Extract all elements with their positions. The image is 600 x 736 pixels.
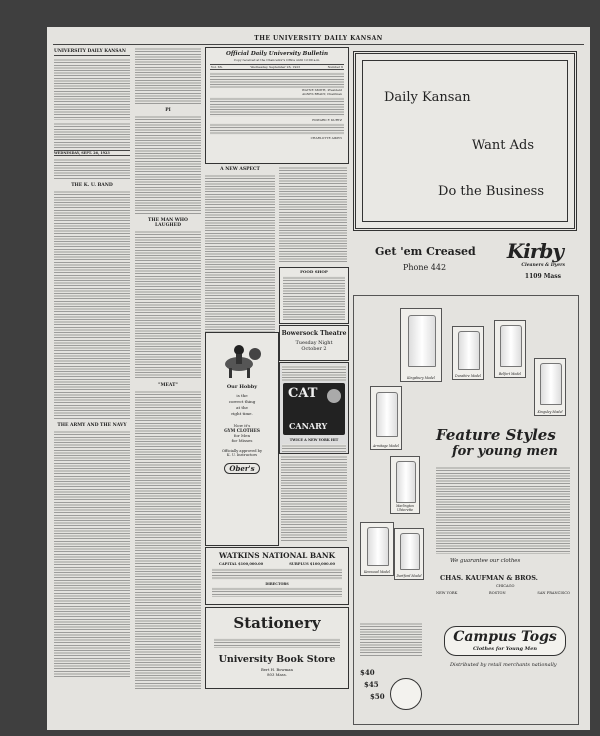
masthead: THE UNIVERSITY DAILY KANSAN <box>254 35 383 42</box>
hobby-ku: K. U. Instructors <box>226 453 258 457</box>
garment-label-kingsbury: Kingsbury Model <box>407 376 435 380</box>
man-laughed-headline: THE MAN WHO LAUGHED <box>148 218 188 228</box>
bulletin-dateline <box>210 64 344 70</box>
kaufman-cities <box>436 591 570 595</box>
column-2-top-text <box>135 47 201 105</box>
army-headline: THE ARMY AND THE NAVY <box>57 423 127 429</box>
garment-label-kenwood: Kenwood Model <box>364 570 390 574</box>
hobby-horse-illustration <box>217 336 267 380</box>
ticket-prices <box>281 455 347 543</box>
bowersock-line1: Tuesday Night <box>295 340 333 346</box>
cat-canary-header-text <box>282 365 346 381</box>
garment-kingsley <box>534 358 566 416</box>
campus-togs-sub: Clothes for Young Men <box>472 646 538 652</box>
watkins-capital-row <box>206 562 348 566</box>
campus-togs-word: Campus Togs <box>453 629 557 645</box>
bulletin-sign-1a: WAYNE SMITH, President <box>301 88 342 92</box>
staff-listing <box>54 58 130 120</box>
garment-kingsbury <box>400 308 442 382</box>
bulletin-sign-1 <box>206 88 342 96</box>
kirby-cleaners-ad <box>353 233 577 291</box>
cat-canary-ad <box>279 362 349 454</box>
hobby-for: for Men <box>233 433 251 438</box>
new-aspect-article <box>205 174 275 344</box>
hobby-line-3: at the <box>236 405 248 410</box>
cat-word: CAT <box>288 386 318 401</box>
stationery-ad <box>205 607 349 689</box>
price-40: $40 <box>360 668 375 677</box>
army-editorial <box>54 430 130 678</box>
watkins-directors <box>212 587 342 597</box>
bowersock-theatre-ad <box>279 325 349 361</box>
issue-date: WEDNESDAY, SEPT. 26, 1923 <box>54 150 130 156</box>
hobby-gym: GYM CLOTHES <box>224 428 260 433</box>
hobby-officially: Officially approved by <box>222 449 262 453</box>
bulletin-sign-3: CHARLOTTE AIKEN <box>310 136 342 140</box>
bulletin-notice-2 <box>210 97 344 117</box>
watkins-surplus: SURPLUS $100,000.00 <box>289 562 335 566</box>
canary-word: CANARY <box>289 421 328 431</box>
bulletin-notice-1 <box>210 72 344 88</box>
kaufman-guarantee: We guarantee our clothes <box>450 558 521 564</box>
kaufman-firm: CHAS. KAUFMAN & BROS. <box>440 574 538 582</box>
man-laughed-article <box>135 230 201 380</box>
cat-face-icon <box>327 389 341 403</box>
city-new-york: NEW YORK <box>436 591 458 595</box>
ticket-prices-text <box>281 455 347 541</box>
garment-dartford <box>394 528 424 580</box>
bulletin-sign-1b: AGNES BRADY, Chairman <box>302 92 342 96</box>
bulletin-vol: Vol. XX. <box>211 65 223 69</box>
cat-canary-artwork <box>283 383 345 435</box>
watkins-capital: CAPITAL $100,000.00 <box>219 562 264 566</box>
stationery-title: Stationery <box>233 614 321 632</box>
campus-togs-seal-icon <box>390 678 422 710</box>
middle-column-article <box>279 166 347 262</box>
kaufman-city: CHICAGO <box>496 584 515 588</box>
garment-label-dartford: Dartford Model <box>396 574 422 578</box>
city-boston: BOSTON <box>489 591 506 595</box>
garment-label-belfort: Belfort Model <box>498 372 522 376</box>
terms-notice <box>54 122 130 148</box>
for-young-men-headline: for young men <box>452 444 558 459</box>
creased-phone: Phone 442 <box>403 263 447 272</box>
column-1 <box>54 47 130 722</box>
food-shop-details <box>283 276 345 320</box>
garment-label-dunshire: Dunshire Model <box>455 374 481 378</box>
bulletin-title: Official Daily University Bulletin <box>225 51 329 57</box>
bulletin-number: Number 6 <box>327 65 343 69</box>
pi-article <box>135 115 201 215</box>
kaufman-feature-styles-ad <box>353 295 579 725</box>
bulletin-date: Wednesday, September 26, 1923 <box>250 65 301 69</box>
want-ads-ad <box>353 51 577 231</box>
bulletin-sign-2: EDWARD F. KURTZ <box>312 118 342 122</box>
food-shop-title: FOOD SHOP <box>300 269 328 274</box>
kirby-address: 1109 Mass <box>524 273 561 280</box>
garment-label-armitage: Armitage Model <box>372 444 400 448</box>
campus-togs-logo <box>444 626 566 656</box>
bulletin-notice-3 <box>210 123 344 135</box>
campus-togs-small-text <box>360 622 422 656</box>
new-aspect-headline: A NEW ASPECT <box>220 167 260 172</box>
university-bulletin <box>205 47 349 164</box>
band-headline: THE K. U. BAND <box>71 183 113 189</box>
band-editorial <box>54 190 130 420</box>
price-50: $50 <box>370 692 385 701</box>
garment-armitage <box>370 386 402 450</box>
want-ads-line1: Daily Kansan <box>384 90 471 105</box>
obers-hobby-ad <box>205 332 279 546</box>
want-ads-line3: Do the Business <box>438 184 544 199</box>
hobby-line-1: is the <box>236 393 248 398</box>
hobby-body <box>206 393 278 417</box>
bowersock-line2: October 2 <box>301 346 327 352</box>
food-shop-ad <box>279 267 349 324</box>
garment-label-kingsley: Kingsley Model <box>537 410 563 414</box>
city-san-francisco: SAN FRANCISCO <box>537 591 570 595</box>
editorial-intro <box>54 158 130 180</box>
watkins-officers <box>212 568 342 580</box>
watkins-directors-label: DIRECTORS <box>265 582 289 586</box>
stationery-body <box>214 638 340 648</box>
garment-marlington <box>390 456 420 514</box>
bulletin-subtitle: Copy received at the Chancellor's Office until 12:00 a.m. <box>233 58 321 62</box>
bookstore-owner: Bert H. Bowman <box>261 667 293 672</box>
bookstore-name: University Book Store <box>218 654 336 665</box>
kansan-nameplate: UNIVERSITY DAILY KANSAN <box>54 50 130 56</box>
want-ads-line2: Want Ads <box>471 138 534 153</box>
bowersock-title: Bowersock Theatre <box>281 330 347 337</box>
new-aspect-column <box>205 166 275 346</box>
hobby-title: Our Hobby <box>226 384 258 390</box>
garment-belfort <box>494 320 526 378</box>
kirby-sub: Cleaners & Dyers <box>521 263 565 268</box>
pi-headline: PI <box>165 108 171 113</box>
hobby-line-2: correct thing <box>228 399 256 404</box>
meat-article <box>135 390 201 690</box>
cat-canary-sub-text <box>282 444 346 452</box>
garment-label-marlington: Marlington Ulsterette <box>395 504 415 512</box>
distributed-note: Distributed by retail merchants nationally <box>450 662 557 668</box>
column-2 <box>135 47 201 722</box>
watkins-title: WATKINS NATIONAL BANK <box>218 551 336 560</box>
price-45: $45 <box>364 680 379 689</box>
meat-headline: "MEAT" <box>158 383 178 388</box>
feature-styles-headline: Feature Styles <box>436 426 556 444</box>
kaufman-ad-copy <box>436 466 570 554</box>
obers-logo: Ober's <box>224 463 260 474</box>
garment-dunshire <box>452 326 484 380</box>
newspaper-page <box>47 27 590 730</box>
bookstore-address: 803 Mass. <box>267 672 287 677</box>
middle-column-text <box>279 166 347 266</box>
kirby-logo: Kirby <box>506 239 563 263</box>
watkins-bank-ad <box>205 547 349 605</box>
hobby-women: for Misses <box>231 438 253 443</box>
garment-kenwood <box>360 522 394 576</box>
cat-canary-tagline: TWICE A NEW YORK HIT <box>289 438 339 442</box>
hobby-now: Now it's <box>233 423 251 428</box>
hobby-line-4: right time. <box>231 411 253 416</box>
creased-title: Get 'em Creased <box>375 245 476 258</box>
masthead-rule <box>53 44 584 45</box>
